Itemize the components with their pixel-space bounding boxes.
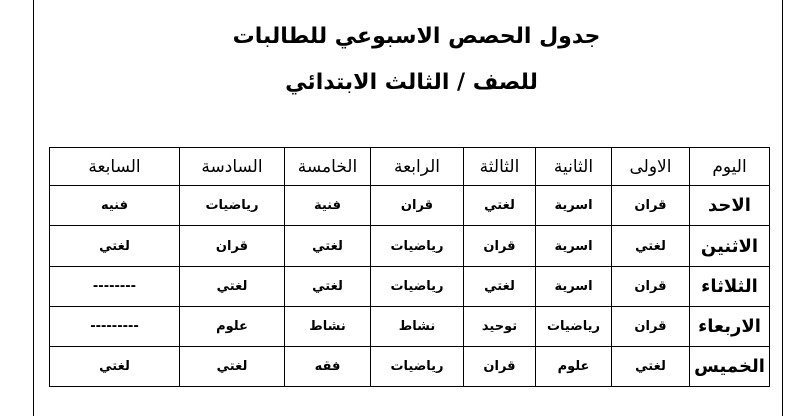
day-cell: الثلاثاء <box>690 266 770 306</box>
lesson-cell: رياضيات <box>371 226 464 266</box>
header-cell: الثانية <box>536 148 612 186</box>
lesson-cell: لغتي <box>464 186 536 226</box>
lesson-cell: توحيد <box>464 306 536 346</box>
table-row <box>50 346 770 386</box>
document-title: جدول الحصص الاسبوعي للطالبات <box>232 24 601 49</box>
lesson-cell: قران <box>180 226 285 266</box>
lesson-cell: لغتي <box>50 346 180 386</box>
header-cell: الرابعة <box>371 148 464 186</box>
lesson-cell: فنية <box>285 186 371 226</box>
lesson-cell: لغتي <box>612 226 690 266</box>
lesson-cell: لغتي <box>285 226 371 266</box>
table-row <box>50 306 770 346</box>
lesson-cell: رياضيات <box>536 306 612 346</box>
table-row <box>50 266 770 306</box>
schedule-table <box>49 147 770 387</box>
lesson-cell: لغتي <box>180 266 285 306</box>
page-border-right <box>782 0 783 416</box>
lesson-cell: قران <box>371 186 464 226</box>
lesson-cell: قران <box>464 346 536 386</box>
lesson-cell: -------- <box>50 266 180 306</box>
lesson-cell: رياضيات <box>180 186 285 226</box>
day-cell: الاثنين <box>690 226 770 266</box>
day-cell: الخميس <box>690 346 770 386</box>
table-row <box>50 226 770 266</box>
lesson-cell: قران <box>612 266 690 306</box>
header-cell: الاولى <box>612 148 690 186</box>
lesson-cell: لغتي <box>285 266 371 306</box>
lesson-cell: فقه <box>285 346 371 386</box>
lesson-cell: فنيه <box>50 186 180 226</box>
lesson-cell: --------- <box>50 306 180 346</box>
lesson-cell: قران <box>612 306 690 346</box>
lesson-cell: علوم <box>536 346 612 386</box>
day-cell: الاربعاء <box>690 306 770 346</box>
lesson-cell: رياضيات <box>371 346 464 386</box>
header-cell: الثالثة <box>464 148 536 186</box>
lesson-cell: قران <box>612 186 690 226</box>
lesson-cell: لغتي <box>464 266 536 306</box>
header-cell: اليوم <box>690 148 770 186</box>
header-cell: الخامسة <box>285 148 371 186</box>
lesson-cell: علوم <box>180 306 285 346</box>
lesson-cell: لغتي <box>612 346 690 386</box>
table-row <box>50 186 770 226</box>
document-subtitle: للصف / الثالث الابتدائي <box>285 70 538 95</box>
lesson-cell: نشاط <box>285 306 371 346</box>
lesson-cell: لغتي <box>50 226 180 266</box>
header-row <box>50 148 770 186</box>
lesson-cell: لغتي <box>180 346 285 386</box>
lesson-cell: قران <box>464 226 536 266</box>
lesson-cell: اسرية <box>536 226 612 266</box>
lesson-cell: اسرية <box>536 186 612 226</box>
lesson-cell: نشاط <box>371 306 464 346</box>
header-cell: السابعة <box>50 148 180 186</box>
lesson-cell: اسرية <box>536 266 612 306</box>
header-cell: السادسة <box>180 148 285 186</box>
day-cell: الاحد <box>690 186 770 226</box>
page-border-left <box>33 0 34 416</box>
lesson-cell: رياضيات <box>371 266 464 306</box>
